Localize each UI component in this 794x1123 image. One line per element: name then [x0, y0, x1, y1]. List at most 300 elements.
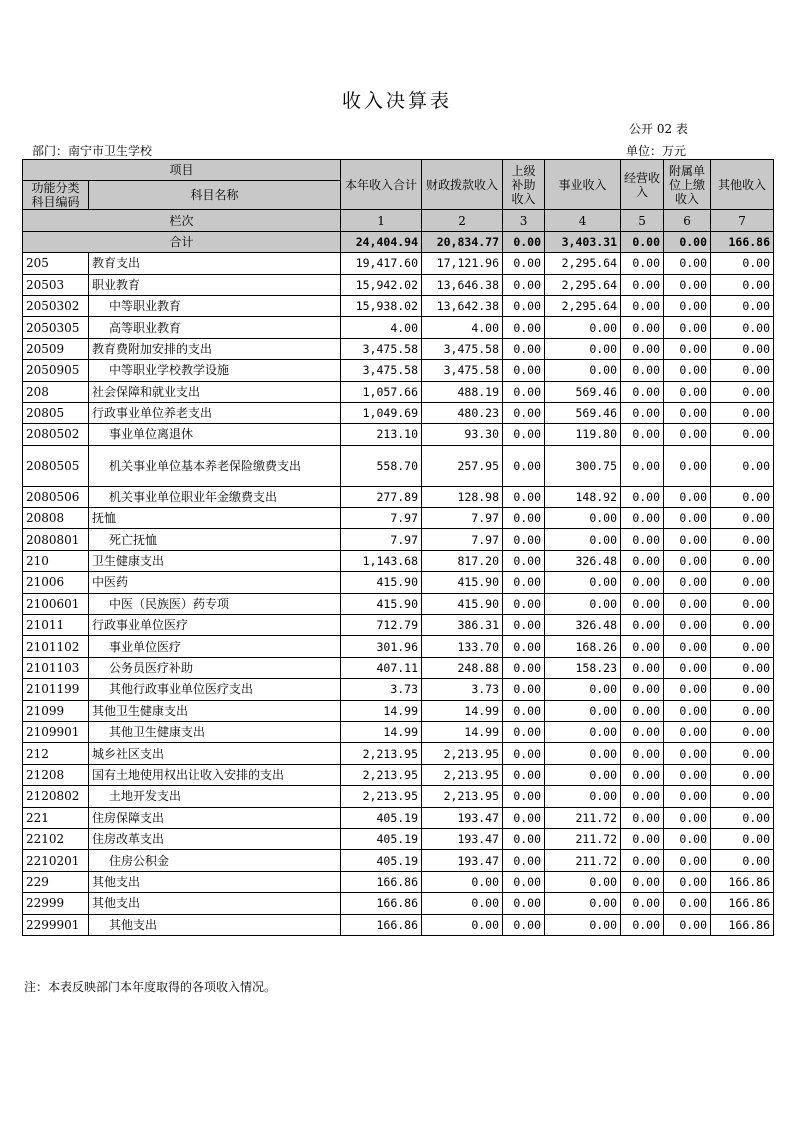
subject-name: 公务员医疗补助 [89, 657, 341, 678]
subject-name: 其他行政事业单位医疗支出 [89, 679, 341, 700]
amount-cell: 0.00 [711, 381, 774, 402]
amount-cell: 14.99 [422, 721, 503, 742]
amount-cell: 0.00 [711, 550, 774, 571]
amount-cell: 166.86 [711, 914, 774, 935]
amount-cell: 0.00 [503, 700, 545, 721]
amount-cell: 0.00 [503, 657, 545, 678]
amount-cell: 0.00 [711, 274, 774, 295]
subject-name: 高等职业教育 [89, 317, 341, 338]
subject-name: 机关事业单位基本养老保险缴费支出 [89, 445, 341, 486]
amount-cell: 0.00 [664, 486, 711, 507]
table-row [23, 445, 774, 486]
amount-cell: 0.00 [503, 871, 545, 892]
amount-cell: 4.00 [341, 317, 422, 338]
amount-cell: 0.00 [545, 743, 621, 764]
amount-cell: 0.00 [503, 679, 545, 700]
amount-cell: 2,213.95 [422, 786, 503, 807]
table-row [23, 295, 774, 316]
table-row [23, 679, 774, 700]
form-number: 公开 02 表 [629, 122, 688, 136]
subject-code: 210 [23, 550, 89, 571]
subject-code: 2101102 [23, 636, 89, 657]
col-num: 6 [664, 210, 711, 231]
amount-cell: 248.88 [422, 657, 503, 678]
amount-cell: 405.19 [341, 828, 422, 849]
subject-code: 2050302 [23, 295, 89, 316]
amount-cell: 15,938.02 [341, 295, 422, 316]
amount-cell: 0.00 [621, 893, 664, 914]
table-row [23, 893, 774, 914]
amount-cell: 15,942.02 [341, 274, 422, 295]
header-code: 功能分类科目编码 [23, 181, 89, 210]
amount-cell: 0.00 [711, 743, 774, 764]
amount-cell: 0.00 [664, 893, 711, 914]
amount-cell: 166.86 [341, 893, 422, 914]
amount-cell: 0.00 [545, 893, 621, 914]
amount-cell: 14.99 [341, 700, 422, 721]
amount-cell: 300.75 [545, 445, 621, 486]
amount-cell: 0.00 [545, 338, 621, 359]
amount-cell: 7.97 [422, 508, 503, 529]
col-num: 4 [545, 210, 621, 231]
subject-code: 2080801 [23, 529, 89, 550]
amount-cell: 0.00 [503, 764, 545, 785]
amount-cell: 0.00 [664, 615, 711, 636]
table-row [23, 317, 774, 338]
amount-cell: 0.00 [621, 679, 664, 700]
amount-cell: 0.00 [711, 529, 774, 550]
amount-cell: 0.00 [664, 828, 711, 849]
amount-cell: 0.00 [711, 402, 774, 423]
col-num: 5 [621, 210, 664, 231]
total-cell: 0.00 [503, 231, 545, 252]
total-cell: 0.00 [621, 231, 664, 252]
amount-cell: 168.26 [545, 636, 621, 657]
amount-cell: 2,213.95 [422, 743, 503, 764]
amount-cell: 0.00 [545, 764, 621, 785]
amount-cell: 0.00 [664, 764, 711, 785]
col-num: 2 [422, 210, 503, 231]
total-cell: 0.00 [664, 231, 711, 252]
amount-cell: 0.00 [664, 743, 711, 764]
amount-cell: 0.00 [503, 636, 545, 657]
amount-cell: 0.00 [621, 743, 664, 764]
amount-cell: 0.00 [503, 402, 545, 423]
amount-cell: 128.98 [422, 486, 503, 507]
header-superior: 上级补助收入 [503, 160, 545, 210]
subject-code: 20808 [23, 508, 89, 529]
amount-cell: 0.00 [621, 828, 664, 849]
subject-code: 22102 [23, 828, 89, 849]
amount-cell: 0.00 [621, 572, 664, 593]
amount-cell: 0.00 [664, 679, 711, 700]
amount-cell: 193.47 [422, 807, 503, 828]
amount-cell: 0.00 [503, 360, 545, 381]
amount-cell: 0.00 [621, 636, 664, 657]
amount-cell: 0.00 [621, 529, 664, 550]
amount-cell: 133.70 [422, 636, 503, 657]
table-row [23, 871, 774, 892]
amount-cell: 119.80 [545, 424, 621, 445]
subject-code: 2109901 [23, 721, 89, 742]
amount-cell: 0.00 [664, 274, 711, 295]
subject-code: 212 [23, 743, 89, 764]
amount-cell: 0.00 [711, 508, 774, 529]
amount-cell: 0.00 [545, 914, 621, 935]
page-title: 收入决算表 [341, 90, 452, 112]
total-label: 合计 [23, 231, 341, 252]
subject-name: 住房改革支出 [89, 828, 341, 849]
amount-cell: 0.00 [664, 871, 711, 892]
table-row [23, 338, 774, 359]
subject-name: 中医药 [89, 572, 341, 593]
total-cell: 3,403.31 [545, 231, 621, 252]
amount-cell: 0.00 [664, 508, 711, 529]
amount-cell: 0.00 [711, 360, 774, 381]
header-business: 事业收入 [545, 160, 621, 210]
subject-name: 职业教育 [89, 274, 341, 295]
table-row [23, 743, 774, 764]
amount-cell: 0.00 [621, 317, 664, 338]
col-num: 7 [711, 210, 774, 231]
amount-cell: 0.00 [664, 529, 711, 550]
amount-cell: 213.10 [341, 424, 422, 445]
subject-code: 22999 [23, 893, 89, 914]
amount-cell: 0.00 [711, 764, 774, 785]
amount-cell: 0.00 [545, 508, 621, 529]
col-num: 1 [341, 210, 422, 231]
subject-name: 其他支出 [89, 893, 341, 914]
amount-cell: 0.00 [503, 914, 545, 935]
table-row [23, 786, 774, 807]
amount-cell: 0.00 [545, 700, 621, 721]
amount-cell: 0.00 [503, 295, 545, 316]
table-row [23, 274, 774, 295]
amount-cell: 0.00 [621, 274, 664, 295]
amount-cell: 2,295.64 [545, 295, 621, 316]
subject-code: 2120802 [23, 786, 89, 807]
amount-cell: 0.00 [621, 424, 664, 445]
header-name: 科目名称 [89, 181, 341, 210]
amount-cell: 0.00 [545, 721, 621, 742]
amount-cell: 0.00 [503, 572, 545, 593]
amount-cell: 0.00 [503, 807, 545, 828]
amount-cell: 0.00 [503, 253, 545, 274]
amount-cell: 0.00 [664, 657, 711, 678]
subject-code: 2101199 [23, 679, 89, 700]
amount-cell: 193.47 [422, 850, 503, 871]
amount-cell: 13,642.38 [422, 295, 503, 316]
amount-cell: 0.00 [664, 786, 711, 807]
amount-cell: 0.00 [503, 721, 545, 742]
amount-cell: 0.00 [621, 807, 664, 828]
header-col-label: 栏次 [23, 210, 341, 231]
amount-cell: 0.00 [711, 253, 774, 274]
table-row [23, 700, 774, 721]
table-row [23, 914, 774, 935]
amount-cell: 405.19 [341, 807, 422, 828]
subject-code: 2050905 [23, 360, 89, 381]
amount-cell: 0.00 [545, 593, 621, 614]
unit-label: 单位：万元 [626, 144, 687, 158]
amount-cell: 158.23 [545, 657, 621, 678]
subject-name: 住房保障支出 [89, 807, 341, 828]
subject-name: 教育费附加安排的支出 [89, 338, 341, 359]
amount-cell: 0.00 [621, 445, 664, 486]
subject-code: 2080506 [23, 486, 89, 507]
subject-code: 2299901 [23, 914, 89, 935]
table-row [23, 508, 774, 529]
subject-code: 21208 [23, 764, 89, 785]
subject-name: 城乡社区支出 [89, 743, 341, 764]
amount-cell: 415.90 [422, 593, 503, 614]
amount-cell: 0.00 [621, 360, 664, 381]
table-row [23, 572, 774, 593]
amount-cell: 0.00 [545, 360, 621, 381]
amount-cell: 3,475.58 [341, 338, 422, 359]
amount-cell: 0.00 [711, 657, 774, 678]
amount-cell: 0.00 [503, 850, 545, 871]
amount-cell: 0.00 [503, 274, 545, 295]
amount-cell: 301.96 [341, 636, 422, 657]
amount-cell: 211.72 [545, 828, 621, 849]
table-row [23, 828, 774, 849]
amount-cell: 0.00 [621, 871, 664, 892]
amount-cell: 0.00 [503, 486, 545, 507]
amount-cell: 3,475.58 [341, 360, 422, 381]
amount-cell: 0.00 [422, 914, 503, 935]
subject-name: 中医（民族医）药专项 [89, 593, 341, 614]
amount-cell: 0.00 [545, 871, 621, 892]
amount-cell: 415.90 [341, 572, 422, 593]
subject-name: 事业单位医疗 [89, 636, 341, 657]
subject-name: 中等职业学校教学设施 [89, 360, 341, 381]
amount-cell: 0.00 [621, 786, 664, 807]
amount-cell: 0.00 [664, 700, 711, 721]
amount-cell: 712.79 [341, 615, 422, 636]
amount-cell: 0.00 [621, 402, 664, 423]
amount-cell: 3,475.58 [422, 360, 503, 381]
subject-code: 221 [23, 807, 89, 828]
amount-cell: 0.00 [711, 700, 774, 721]
amount-cell: 0.00 [664, 721, 711, 742]
subject-name: 机关事业单位职业年金缴费支出 [89, 486, 341, 507]
amount-cell: 0.00 [503, 424, 545, 445]
table-row [23, 253, 774, 274]
table-row [23, 381, 774, 402]
table-row [23, 615, 774, 636]
amount-cell: 4.00 [422, 317, 503, 338]
amount-cell: 166.86 [341, 914, 422, 935]
amount-cell: 0.00 [621, 295, 664, 316]
table-row [23, 636, 774, 657]
amount-cell: 0.00 [664, 445, 711, 486]
amount-cell: 257.95 [422, 445, 503, 486]
amount-cell: 7.97 [341, 529, 422, 550]
subject-name: 教育支出 [89, 253, 341, 274]
amount-cell: 0.00 [711, 593, 774, 614]
amount-cell: 0.00 [711, 679, 774, 700]
subject-code: 229 [23, 871, 89, 892]
amount-cell: 0.00 [711, 295, 774, 316]
subject-name: 抚恤 [89, 508, 341, 529]
header-affiliated: 附属单位上缴收入 [664, 160, 711, 210]
subject-name: 事业单位离退休 [89, 424, 341, 445]
amount-cell: 0.00 [711, 807, 774, 828]
amount-cell: 0.00 [711, 317, 774, 338]
table-row [23, 550, 774, 571]
amount-cell: 0.00 [664, 402, 711, 423]
amount-cell: 0.00 [711, 850, 774, 871]
amount-cell: 0.00 [621, 508, 664, 529]
amount-cell: 211.72 [545, 807, 621, 828]
amount-cell: 0.00 [503, 615, 545, 636]
header-other: 其他收入 [711, 160, 774, 210]
subject-code: 2100601 [23, 593, 89, 614]
amount-cell: 0.00 [621, 721, 664, 742]
amount-cell: 0.00 [664, 850, 711, 871]
amount-cell: 3.73 [341, 679, 422, 700]
subject-code: 21099 [23, 700, 89, 721]
department-label: 部门：南宁市卫生学校 [32, 144, 153, 158]
amount-cell: 0.00 [711, 338, 774, 359]
amount-cell: 0.00 [621, 593, 664, 614]
total-row [23, 231, 774, 252]
amount-cell: 166.86 [341, 871, 422, 892]
amount-cell: 13,646.38 [422, 274, 503, 295]
amount-cell: 1,057.66 [341, 381, 422, 402]
amount-cell: 0.00 [503, 550, 545, 571]
amount-cell: 569.46 [545, 402, 621, 423]
subject-name: 其他支出 [89, 914, 341, 935]
amount-cell: 0.00 [621, 700, 664, 721]
amount-cell: 558.70 [341, 445, 422, 486]
amount-cell: 480.23 [422, 402, 503, 423]
amount-cell: 2,295.64 [545, 274, 621, 295]
amount-cell: 0.00 [621, 615, 664, 636]
amount-cell: 7.97 [341, 508, 422, 529]
header-fiscal: 财政拨款收入 [422, 160, 503, 210]
amount-cell: 1,049.69 [341, 402, 422, 423]
table-row [23, 529, 774, 550]
amount-cell: 2,295.64 [545, 253, 621, 274]
subject-name: 土地开发支出 [89, 786, 341, 807]
subject-code: 208 [23, 381, 89, 402]
subject-name: 住房公积金 [89, 850, 341, 871]
amount-cell: 0.00 [711, 424, 774, 445]
subject-code: 2101103 [23, 657, 89, 678]
table-row [23, 657, 774, 678]
amount-cell: 0.00 [664, 807, 711, 828]
amount-cell: 0.00 [621, 381, 664, 402]
amount-cell: 569.46 [545, 381, 621, 402]
table-row [23, 593, 774, 614]
subject-name: 其他卫生健康支出 [89, 721, 341, 742]
col-num: 3 [503, 210, 545, 231]
amount-cell: 415.90 [341, 593, 422, 614]
subject-code: 21011 [23, 615, 89, 636]
amount-cell: 0.00 [621, 550, 664, 571]
amount-cell: 0.00 [711, 828, 774, 849]
subject-name: 其他卫生健康支出 [89, 700, 341, 721]
amount-cell: 2,213.95 [341, 764, 422, 785]
amount-cell: 193.47 [422, 828, 503, 849]
amount-cell: 0.00 [621, 338, 664, 359]
amount-cell: 7.97 [422, 529, 503, 550]
amount-cell: 166.86 [711, 871, 774, 892]
total-cell: 20,834.77 [422, 231, 503, 252]
amount-cell: 0.00 [422, 871, 503, 892]
amount-cell: 0.00 [503, 445, 545, 486]
total-cell: 24,404.94 [341, 231, 422, 252]
subject-name: 行政事业单位养老支出 [89, 402, 341, 423]
amount-cell: 0.00 [621, 850, 664, 871]
amount-cell: 0.00 [711, 786, 774, 807]
amount-cell: 3,475.58 [422, 338, 503, 359]
subject-name: 其他支出 [89, 871, 341, 892]
header-operating: 经营收入 [621, 160, 664, 210]
amount-cell: 93.30 [422, 424, 503, 445]
subject-name: 中等职业教育 [89, 295, 341, 316]
total-cell: 166.86 [711, 231, 774, 252]
amount-cell: 0.00 [503, 381, 545, 402]
amount-cell: 0.00 [621, 764, 664, 785]
amount-cell: 211.72 [545, 850, 621, 871]
subject-name: 行政事业单位医疗 [89, 615, 341, 636]
header-item: 项目 [23, 160, 341, 181]
subject-name: 卫生健康支出 [89, 550, 341, 571]
subject-code: 20503 [23, 274, 89, 295]
amount-cell: 0.00 [503, 529, 545, 550]
amount-cell: 2,213.95 [422, 764, 503, 785]
amount-cell: 0.00 [545, 679, 621, 700]
amount-cell: 0.00 [711, 615, 774, 636]
amount-cell: 0.00 [664, 636, 711, 657]
amount-cell: 0.00 [711, 636, 774, 657]
table-row [23, 764, 774, 785]
amount-cell: 14.99 [341, 721, 422, 742]
amount-cell: 0.00 [711, 445, 774, 486]
amount-cell: 0.00 [545, 529, 621, 550]
amount-cell: 0.00 [711, 572, 774, 593]
amount-cell: 0.00 [664, 253, 711, 274]
amount-cell: 0.00 [503, 743, 545, 764]
amount-cell: 0.00 [711, 486, 774, 507]
subject-name: 死亡抚恤 [89, 529, 341, 550]
subject-code: 21006 [23, 572, 89, 593]
subject-code: 20805 [23, 402, 89, 423]
amount-cell: 817.20 [422, 550, 503, 571]
amount-cell: 0.00 [503, 893, 545, 914]
amount-cell: 1,143.68 [341, 550, 422, 571]
amount-cell: 0.00 [664, 317, 711, 338]
amount-cell: 0.00 [664, 914, 711, 935]
amount-cell: 0.00 [422, 893, 503, 914]
amount-cell: 19,417.60 [341, 253, 422, 274]
amount-cell: 0.00 [503, 317, 545, 338]
amount-cell: 386.31 [422, 615, 503, 636]
amount-cell: 0.00 [664, 593, 711, 614]
footnote: 注：本表反映部门本年度取得的各项收入情况。 [24, 980, 277, 994]
subject-code: 2210201 [23, 850, 89, 871]
subject-code: 205 [23, 253, 89, 274]
amount-cell: 0.00 [664, 338, 711, 359]
amount-cell: 166.86 [711, 893, 774, 914]
amount-cell: 326.48 [545, 615, 621, 636]
amount-cell: 17,121.96 [422, 253, 503, 274]
amount-cell: 3.73 [422, 679, 503, 700]
subject-code: 2080502 [23, 424, 89, 445]
